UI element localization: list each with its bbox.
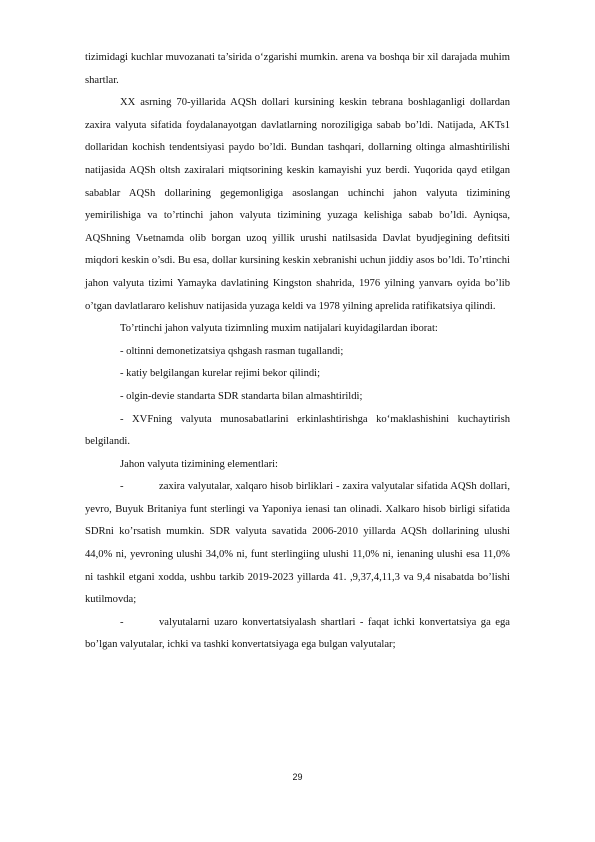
paragraph-continuation: tizimidagi kuchlar muvozanati ta’sirida o‘zgarishi mumkin. arena va boshqa bir xil darajada muhim shartlar. (85, 52, 510, 86)
list-item-sdr-standard: - olgin-devie standarta SDR standarta bilan almashtirildi; (120, 390, 363, 402)
page-number: 29 (292, 772, 303, 782)
body-text (85, 47, 510, 657)
paragraph-results-intro: To’rtinchi jahon valyuta tizimnling muxim natijalari kuyidagilardan iborat: (120, 323, 438, 335)
list-item-reserve-currencies (85, 476, 510, 612)
paragraph-dollar-crisis: XX asrning 70-yillarida AQSh dollari kursining keskin tebrana boshlaganligi dollardan zaxira valyuta sifatida foydalanayotgan davlatlarning noroziligiga sabab bo’ldi. Natijada, AKTs1 dollaridan kochish tendentsiyasi paydo bo’ldi. Bundan tashqari, dollarning oltinga almashtirilishi natijasida AQSh oltsh zaxiralari miqtsorining keskin kamayishi yuz berdi. Yuqorida qayd etilgan sabablar AQSh dollarining gegemonligiga asoslangan uchinchi jahon valyuta tizimining yemirilishiga va to’rtinchi jahon valyuta tizimining yuzaga kelishiga sabab bo’ldi. Ayniqsa, AQShning Vьetnamda olib borgan uzoq yillik urushi natilsasida Davlat byudjegining defitsiti miqdori keskin o’sdi. Bu esa, dollar kursining keskin xebranishi uchun jiddiy asos bo’ldi. To’rtinchi jahon valyuta tizimi Yamayka davlatining Kingston shahrida, 1976 yilning yanvarь oyida bo’lib o’tgan davlatlararo kelishuv natijasida yuzaga keldi va 1978 yilning aprelida ratifikatsiya qilindi. (85, 97, 510, 312)
list-item-text: valyutalarni uzaro konvertatsiyalash shartlari - faqat ichki konvertatsiya ga ega bo’lgan valyutalar, ichki va tashki konvertatsiyaga ega bulgan valyutalar; (85, 616, 510, 651)
list-item-convertibility (85, 612, 510, 657)
list-item-imf-role: - XVFning valyuta munosabatlarini erkinlashtirishga ko‘maklashishini kuchaytirish belgilandi. (85, 413, 510, 448)
list-item-text: zaxira valyutalar, xalqaro hisob birliklari - zaxira valyutalar sifatida AQSh dollari, yevro, Buyuk Britaniya funt sterlingi va Yaponiya ienasi tan olinadi. Xalkaro hisob birligi sifatida SDRni ko’rsatish mumkin. SDR valyuta savatida 2006-2010 yillarda AQSh dollarining ulushi 44,0% ni, yevroning ulushi 34,0% ni, funt sterlingiing ulushi 11,0% ni, ienaning ulushi esa 11,0% ni tashkil etgani xodda, ushbu tarkib 2019-2023 yillarda 41. ,9,37,4,11,3 va 9,4 nisabatda bo’lishi kutilmovda; (85, 481, 510, 606)
list-item-gold-demonetization: - oltinni demonetizatsiya qshgash rasman tugallandi; (120, 345, 344, 357)
list-item-fixed-rates: - katiy belgilangan kurelar rejimi bekor qilindi; (120, 368, 321, 380)
paragraph-elements-heading: Jahon valyuta tizimining elementlari: (120, 458, 278, 470)
list-dash: - (120, 616, 124, 628)
list-dash: - (120, 481, 124, 493)
